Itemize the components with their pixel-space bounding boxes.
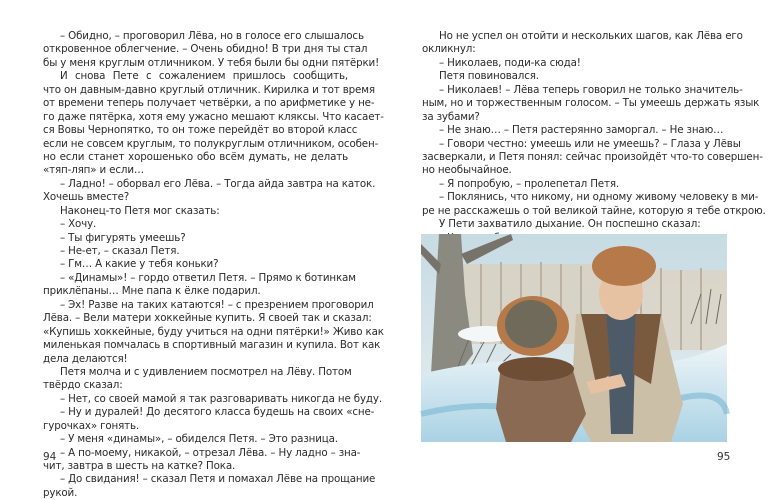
text-line: за зубами? bbox=[422, 110, 480, 123]
text-line: – Не-ет, – сказал Петя. bbox=[60, 245, 180, 257]
text-line: ся Вовы Чернопятко, то он тоже перейдёт во второй класс bbox=[43, 124, 358, 137]
text-line: но необычайное. bbox=[422, 164, 512, 177]
text-line: И снова Пете с сожалением пришлось сообщить, bbox=[60, 70, 348, 83]
text-line: У Пети захватило дыхание. Он поспешно сказал: bbox=[439, 218, 701, 231]
text-line: – Не знаю… – Петя растерянно заморгал. – Не знаю… bbox=[439, 124, 724, 137]
text-line: – Николаев! – Лёва теперь говорил не только значитель- bbox=[439, 83, 743, 96]
right-page bbox=[385, 0, 770, 493]
text-line: – Я попробую, – пролепетал Петя. bbox=[439, 177, 619, 190]
text-line: от времени теперь получает четвёрки, а по арифметике у не- bbox=[43, 97, 375, 110]
text-line: Наконец-то Петя мог сказать: bbox=[60, 204, 220, 217]
text-line: «тяп-ляп» и если… bbox=[43, 164, 145, 177]
left-page bbox=[0, 0, 385, 499]
text-line: го даже пятёрка, хотя ему ужасно мешают кляксы. Что касает- bbox=[43, 110, 384, 123]
illustration-winter-boys bbox=[421, 234, 727, 442]
text-line: – Говори честно: умеешь или не умеешь? – Глаза у Лёвы bbox=[439, 137, 741, 150]
page-number-right: 95 bbox=[717, 451, 731, 463]
text-line: если не совсем круглым, то полукруглым отличником, особен- bbox=[43, 137, 379, 150]
text-line: – У меня «динамы», – обиделся Петя. – Это разница. bbox=[60, 433, 338, 446]
text-line: – Эх! Разве на таких катаются! – с презрением проговорил bbox=[60, 298, 374, 311]
text-line: – До свидания! – сказал Петя и помахал Лёве на прощание bbox=[60, 473, 376, 486]
text-line: приклёпаны… Мне папа к ёлке подарил. bbox=[43, 285, 261, 298]
text-line: но если станет хорошенько обо всём думать, не делать bbox=[43, 150, 348, 163]
text-line: миленькая помчалась в спортивный магазин и купила. Вот как bbox=[43, 339, 381, 352]
text-line: рукой. bbox=[43, 486, 78, 499]
text-line: откровенное облегчение. – Очень обидно! В три дня ты стал bbox=[43, 43, 368, 56]
text-line: засверкали, и Петя понял: сейчас произойдёт что-то совершен- bbox=[422, 150, 763, 163]
text-line: гурочках» гонять. bbox=[43, 419, 140, 432]
page-number-left: 94 bbox=[43, 451, 57, 463]
text-line: – «Динамы»! – гордо ответил Петя. – Прямо к ботинкам bbox=[60, 271, 356, 284]
text-line: – Поклянись, что никому, ни одному живому человеку в ми- bbox=[439, 191, 759, 204]
text-line: – Ладно! – оборвал его Лёва. – Тогда айда завтра на каток. bbox=[60, 177, 376, 190]
text-line: чит, завтра в шесть на катке? Пока. bbox=[43, 460, 236, 472]
right-page-text bbox=[422, 30, 766, 245]
text-line: бы у меня круглым отличником. У тебя были бы одни пятёрки! bbox=[43, 56, 380, 69]
left-page-text bbox=[43, 30, 384, 500]
text-line: ре не расскажешь о той великой тайне, которую я тебе открою. bbox=[422, 204, 766, 217]
text-line: – Обидно, – проговорил Лёва, но в голосе его слышалось bbox=[60, 30, 364, 42]
text-line: – Николаев, поди-ка сюда! bbox=[439, 56, 581, 69]
text-line: – Ну и дуралей! До десятого класса будешь на своих «сне- bbox=[60, 406, 375, 419]
text-line: – Ты фигурять умеешь? bbox=[60, 231, 186, 244]
text-line: что он давным-давно круглый отличник. Кирилка и тот время bbox=[43, 83, 375, 96]
text-line: Но не успел он отойти и нескольких шагов, как Лёва его bbox=[439, 30, 743, 42]
text-line: Хочешь вместе? bbox=[43, 191, 130, 204]
text-line: – А по-моему, никакой, – отрезал Лёва. – Ну ладно – зна- bbox=[60, 446, 361, 459]
text-line: Петя повиновался. bbox=[439, 70, 539, 83]
text-line: «Купишь хоккейные, буду учиться на одни пятёрки!» Живо как bbox=[43, 325, 384, 338]
text-line: твёрдо сказал: bbox=[43, 379, 123, 392]
text-line: Петя молча и с удивлением посмотрел на Лёву. Потом bbox=[60, 365, 352, 378]
text-line: – Нет, со своей мамой я так разговаривать никогда не буду. bbox=[60, 392, 382, 405]
text-line: дела делаются! bbox=[43, 352, 128, 365]
text-line: Лёва. – Вели матери хоккейные купить. Я своей так и сказал: bbox=[43, 312, 372, 325]
text-line: окликнул: bbox=[422, 43, 476, 56]
text-line: – Гм… А какие у тебя коньки? bbox=[60, 258, 219, 271]
text-line: – Хочу. bbox=[60, 218, 97, 231]
text-line: ным, но и торжественным голосом. – Ты умеешь держать язык bbox=[422, 97, 760, 110]
